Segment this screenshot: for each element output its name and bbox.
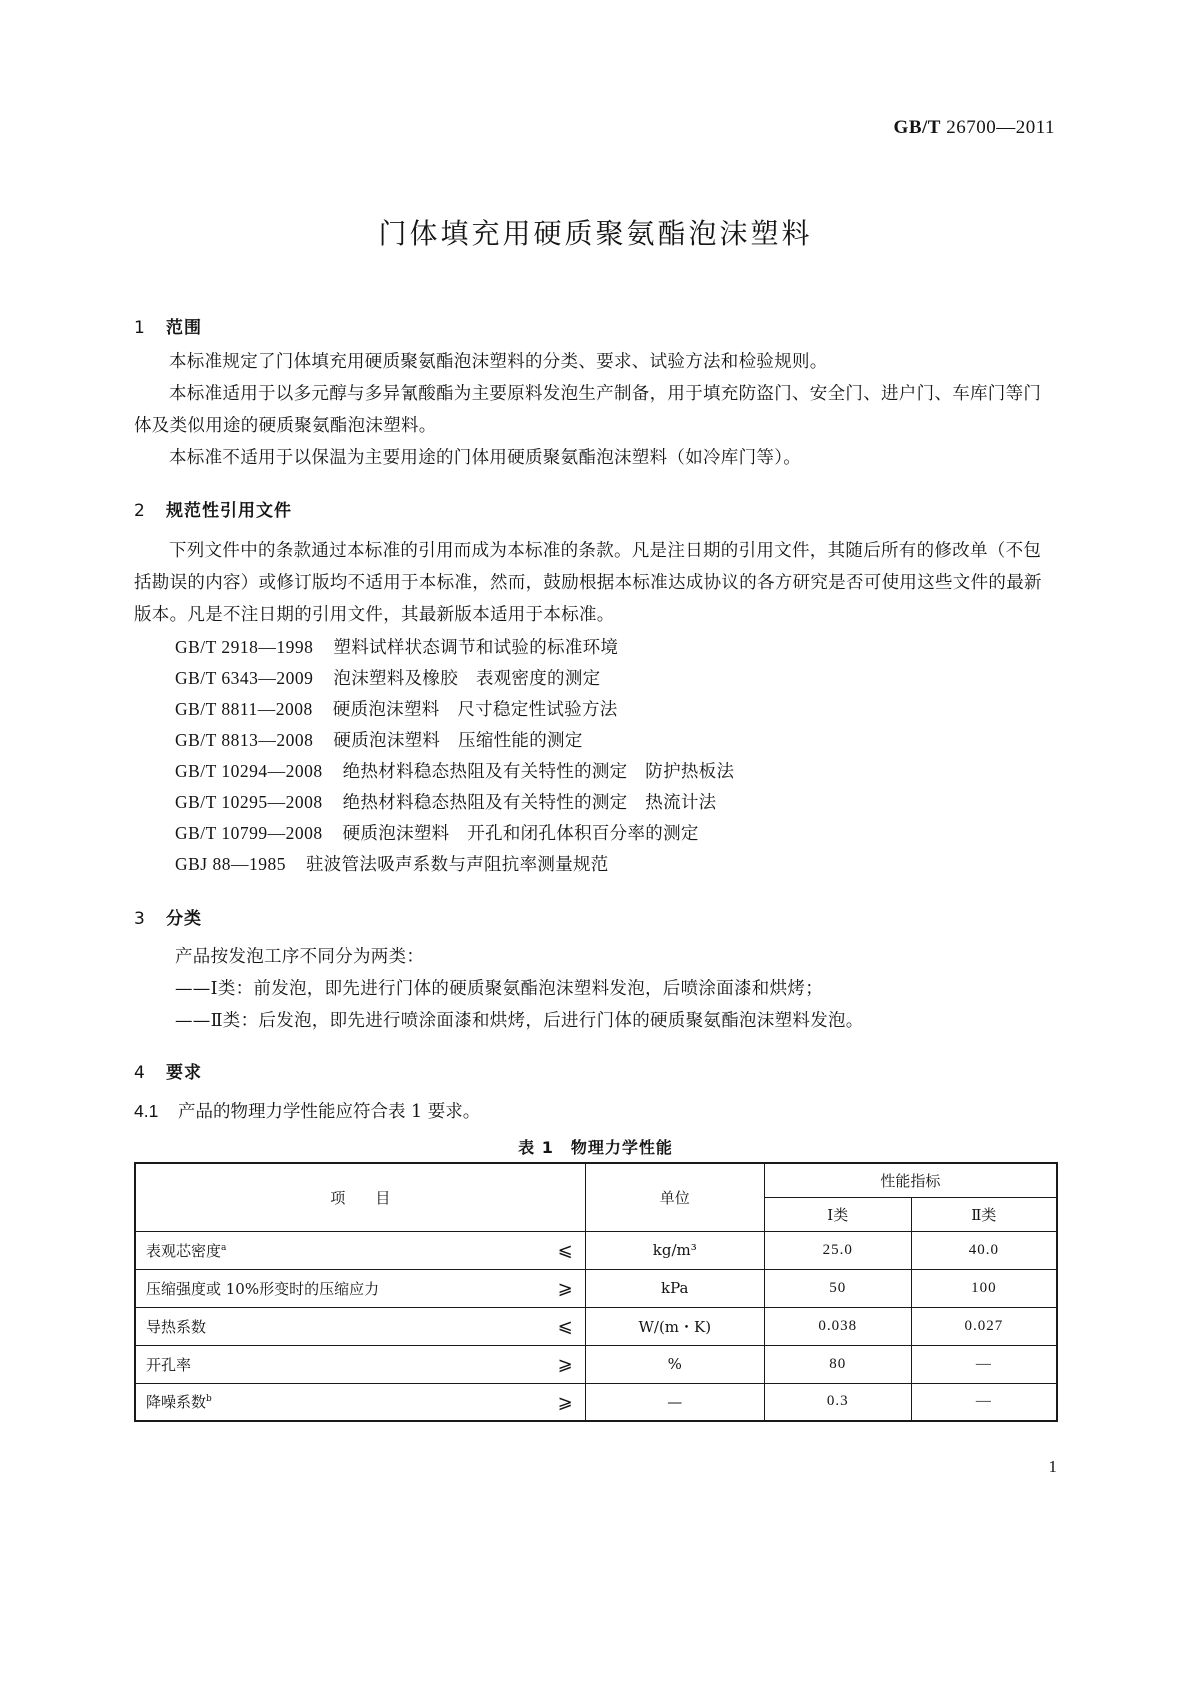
row-class-2: 40.0: [911, 1231, 1057, 1269]
standard-prefix: GB/T: [893, 117, 941, 138]
row-class-1: 0.3: [764, 1383, 911, 1421]
section-heading-scope: [134, 313, 202, 338]
reference-item: [175, 756, 734, 787]
reference-code: GBJ 88—1985: [175, 854, 286, 874]
classification-type-2: ——Ⅱ类：后发泡，即先进行喷涂面漆和烘烤，后进行门体的硬质聚氨酯泡沫塑料发泡。: [175, 1011, 864, 1031]
reference-code: GB/T 6343—2009: [175, 668, 314, 688]
section-heading-references: [134, 496, 292, 521]
item-label: 压缩强度或 10%形变时的压缩应力: [146, 1279, 380, 1298]
reference-title: 硬质泡沫塑料 压缩性能的测定: [333, 731, 583, 751]
section-number: 2: [134, 501, 146, 521]
row-class-1: 25.0: [764, 1231, 911, 1269]
table-row: [135, 1307, 1057, 1345]
table-caption: 表 1 物理力学性能: [518, 1138, 673, 1157]
reference-code: GB/T 10799—2008: [175, 823, 323, 843]
standard-code: [894, 117, 1055, 139]
comparison-symbol: ⩾: [557, 1277, 573, 1299]
reference-item: [175, 694, 618, 725]
section-title: 分类: [166, 909, 202, 929]
footnote-mark: a: [221, 1242, 227, 1253]
row-class-2: —: [911, 1345, 1057, 1383]
footnote-mark: b: [206, 1394, 212, 1405]
row-unit: —: [585, 1383, 764, 1421]
row-unit: kg/m³: [585, 1231, 764, 1269]
section-number: 1: [134, 318, 146, 338]
standard-number: 26700—2011: [946, 117, 1055, 138]
table-row: [135, 1345, 1057, 1383]
reference-code: GB/T 10294—2008: [175, 761, 323, 781]
item-label: 降噪系数: [146, 1393, 207, 1412]
table-row: [135, 1231, 1057, 1269]
row-class-1: 50: [764, 1269, 911, 1307]
section-title: 要求: [166, 1063, 202, 1083]
comparison-symbol: ⩾: [557, 1391, 573, 1413]
table-row: [135, 1383, 1057, 1421]
reference-title: 绝热材料稳态热阻及有关特性的测定 防护热板法: [342, 762, 735, 782]
clause-number: 4.1: [134, 1101, 159, 1121]
row-class-2: 100: [911, 1269, 1057, 1307]
section-number: 3: [134, 909, 146, 929]
section-number: 4: [134, 1063, 146, 1083]
reference-item: [175, 663, 600, 694]
clause-text: 产品的物理力学性能应符合表 1 要求。: [178, 1102, 481, 1122]
item-label: 导热系数: [146, 1317, 207, 1336]
reference-title: 驻波管法吸声系数与声阻抗率测量规范: [306, 855, 609, 875]
scope-paragraph-1: 本标准规定了门体填充用硬质聚氨酯泡沫塑料的分类、要求、试验方法和检验规则。: [169, 352, 828, 372]
scope-paragraph-2: 本标准适用于以多元醇与多异氰酸酯为主要原料发泡生产制备，用于填充防盗门、安全门、进户门、车库门等门体及类似用途的硬质聚氨酯泡沫塑料。: [134, 384, 1042, 436]
item-label: 表观芯密度: [146, 1241, 222, 1260]
header-item: 项 目: [135, 1163, 585, 1231]
table-row: [135, 1269, 1057, 1307]
section-heading-classification: [134, 904, 202, 929]
row-item: [135, 1269, 585, 1307]
document-title: 门体填充用硬质聚氨酯泡沫塑料: [378, 217, 813, 250]
row-class-1: 0.038: [764, 1307, 911, 1345]
item-label: 开孔率: [146, 1355, 192, 1374]
reference-item: [175, 849, 609, 880]
section-title: 范围: [166, 318, 202, 338]
comparison-symbol: ⩽: [557, 1239, 573, 1261]
reference-item: [175, 787, 716, 818]
clause-4-1: [134, 1096, 480, 1127]
reference-item: [175, 632, 618, 663]
reference-code: GB/T 2918—1998: [175, 637, 314, 657]
classification-type-1: ——Ⅰ类：前发泡，即先进行门体的硬质聚氨酯泡沫塑料发泡，后喷涂面漆和烘烤；: [175, 979, 824, 999]
references-intro: 下列文件中的条款通过本标准的引用而成为本标准的条款。凡是注日期的引用文件，其随后所有的修改单（不包括勘误的内容）或修订版均不适用于本标准，然而，鼓励根据本标准达成协议的各方研究是否可使用这些文件的最新版本。凡是不注日期的引用文件，其最新版本适用于本标准。: [134, 541, 1042, 625]
reference-title: 绝热材料稳态热阻及有关特性的测定 热流计法: [342, 793, 717, 813]
header-class-1: Ⅰ类: [764, 1197, 911, 1231]
page-number: 1: [1048, 1457, 1057, 1476]
section-heading-requirements: [134, 1058, 202, 1083]
classification-intro: 产品按发泡工序不同分为两类：: [175, 947, 425, 967]
row-class-2: —: [911, 1383, 1057, 1421]
reference-code: GB/T 8813—2008: [175, 730, 314, 750]
row-item: [135, 1345, 585, 1383]
row-unit: W/(m・K): [585, 1307, 764, 1345]
reference-code: GB/T 8811—2008: [175, 699, 313, 719]
header-performance: 性能指标: [764, 1163, 1057, 1197]
scope-paragraph-3: 本标准不适用于以保温为主要用途的门体用硬质聚氨酯泡沫塑料（如冷库门等）。: [169, 448, 802, 468]
row-item: [135, 1231, 585, 1269]
reference-item: [175, 818, 699, 849]
comparison-symbol: ⩾: [557, 1353, 573, 1375]
row-item: [135, 1307, 585, 1345]
row-unit: %: [585, 1345, 764, 1383]
row-unit: kPa: [585, 1269, 764, 1307]
row-class-2: 0.027: [911, 1307, 1057, 1345]
row-item: [135, 1383, 585, 1421]
properties-table: [134, 1162, 1058, 1422]
reference-title: 泡沫塑料及橡胶 表观密度的测定: [333, 669, 601, 689]
reference-title: 硬质泡沫塑料 尺寸稳定性试验方法: [332, 700, 618, 720]
header-unit: 单位: [585, 1163, 764, 1231]
reference-title: 硬质泡沫塑料 开孔和闭孔体积百分率的测定: [342, 824, 699, 844]
header-class-2: Ⅱ类: [911, 1197, 1057, 1231]
section-title: 规范性引用文件: [166, 501, 292, 521]
reference-code: GB/T 10295—2008: [175, 792, 323, 812]
row-class-1: 80: [764, 1345, 911, 1383]
comparison-symbol: ⩽: [557, 1315, 573, 1337]
reference-item: [175, 725, 583, 756]
reference-title: 塑料试样状态调节和试验的标准环境: [333, 638, 619, 658]
